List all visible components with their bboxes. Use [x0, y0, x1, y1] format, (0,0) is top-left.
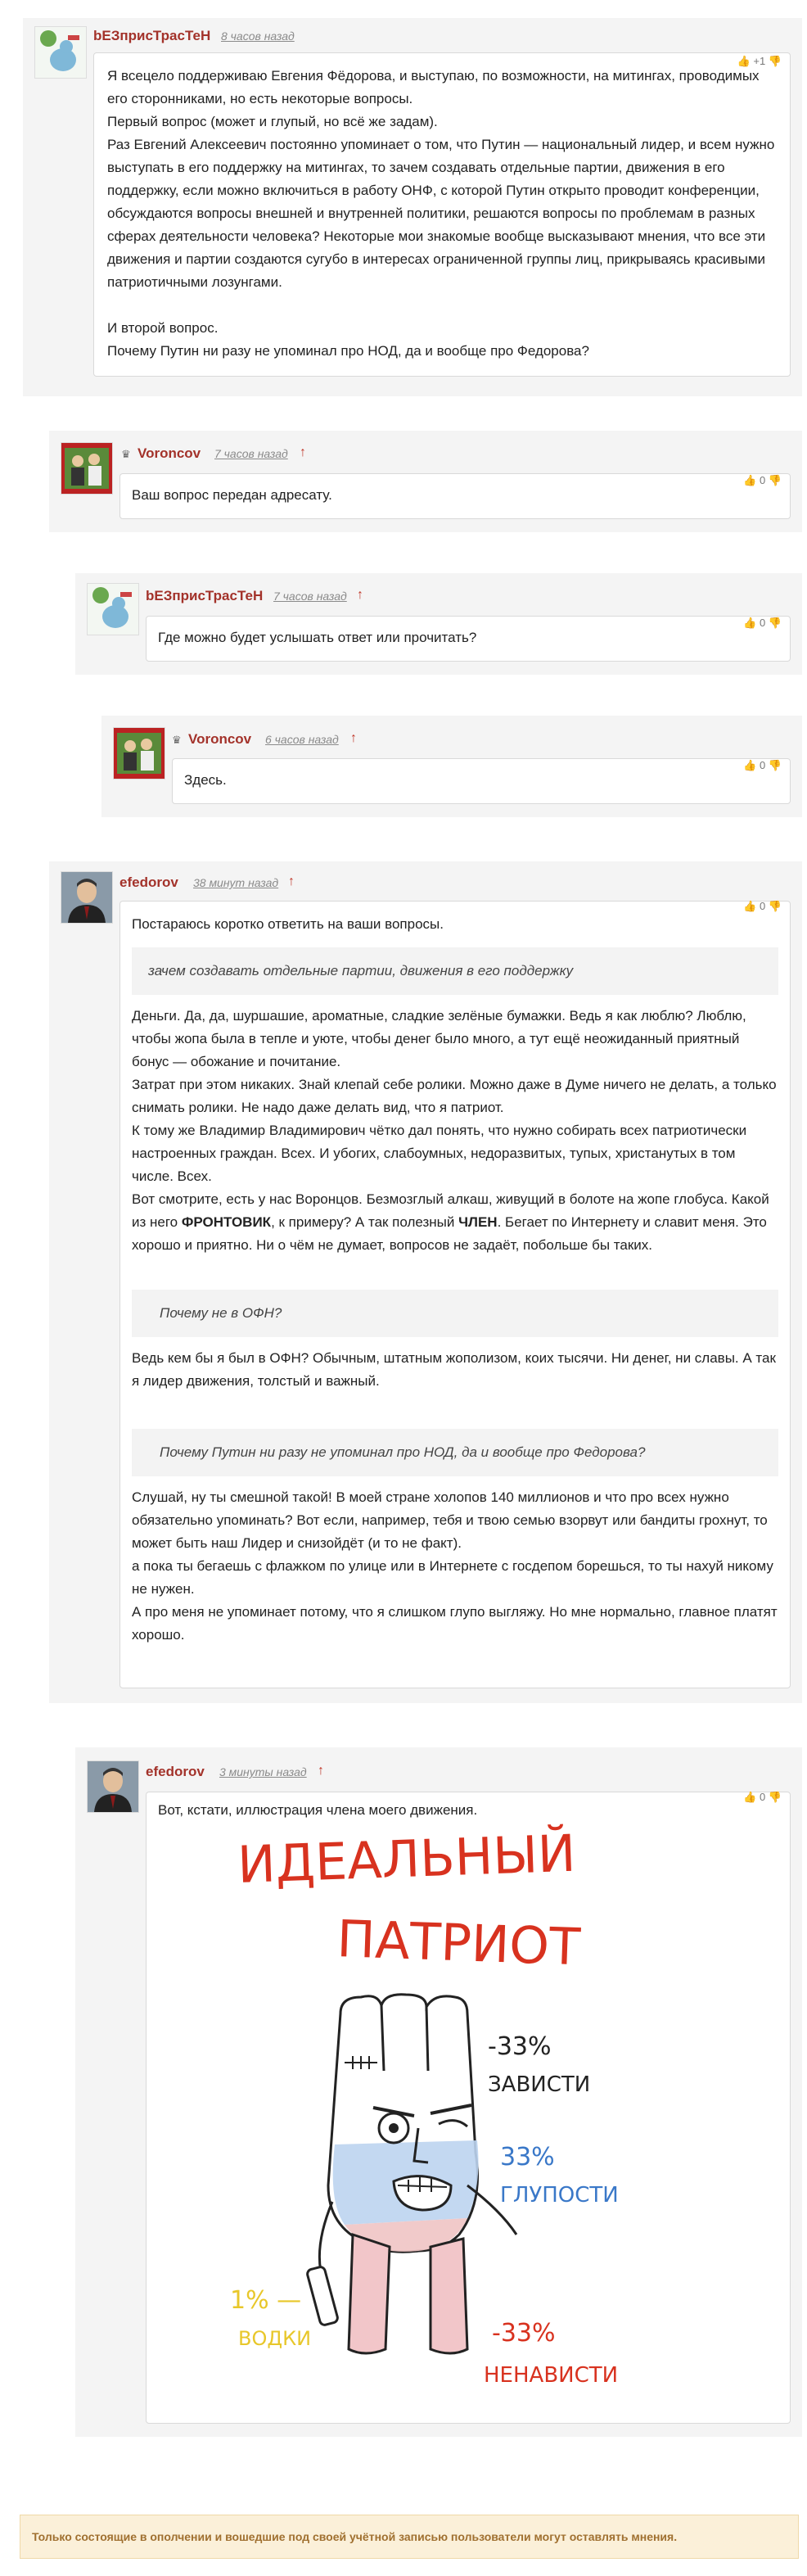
comment-text: Ваш вопрос передан адресату.	[132, 487, 332, 503]
label-vodka: ВОДКИ	[238, 2327, 312, 2350]
illustration-title: ПАТРИОТ	[336, 1909, 582, 1977]
comment-body	[172, 758, 791, 804]
quote-text: Почему Путин ни разу не упоминал про НОД, да и вообще про Федорова?	[160, 1444, 646, 1460]
avatar-image	[88, 584, 138, 635]
illustration-title: ИДЕАЛЬНЫЙ	[236, 1823, 577, 1895]
author-name[interactable]: bEЗприсТрасТеН	[146, 588, 264, 603]
paragraph-text: Вот смотрите, есть у нас Воронцов. Безмозглый алкаш, живущий в болоте на жопе глобуса. Какой из него	[132, 1191, 773, 1230]
vote-controls	[743, 895, 782, 918]
vote-controls	[737, 50, 782, 73]
avatar[interactable]	[34, 26, 87, 79]
thumb-down-icon[interactable]: 👎	[768, 900, 782, 912]
quote-block	[132, 1290, 778, 1337]
paragraph-text: . Бегает по Интернету и славит меня. Это хорошо и приятно. Ни о чём не думает, вопросов не задаёт, побольше бы таких.	[132, 1214, 771, 1253]
paragraph: Я всецело поддерживаю Евгения Фёдорова, и выступаю, по возможности, на митингах, проводимых его сторонниками, но есть некоторые вопросы.	[107, 68, 764, 106]
thumb-up-icon[interactable]: 👍	[743, 617, 757, 629]
rating: 0	[759, 474, 766, 486]
author-name[interactable]: efedorov	[119, 874, 178, 890]
vote-controls	[743, 1786, 782, 1809]
paragraph-text: , к примеру? А так полезный	[271, 1214, 459, 1230]
character-pupil	[389, 2123, 399, 2133]
avatar-image	[61, 872, 112, 923]
comment-body	[146, 616, 791, 662]
label-hate-percent: -33%	[492, 2319, 556, 2348]
paragraph: Слушай, ну ты смешной такой! В моей стране холопов 140 миллионов и что про всех нужно обязательно упоминать? Вот если, например, тебя и твою семью взорвут или бандиты грохнут, то может быть наш Лидер и снизойдёт (и то не факт).	[132, 1489, 772, 1551]
reply-to-parent-icon[interactable]: ↑	[300, 445, 306, 459]
rating: 0	[759, 759, 766, 771]
rating: 0	[759, 1791, 766, 1803]
avatar-image	[88, 1761, 138, 1812]
paragraph: А про меня не упоминает потому, что я слишком глупо выгляжу. Но мне нормально, главное платят хорошо.	[132, 1604, 782, 1643]
paragraph: Деньги. Да, да, шуршашие, ароматные, сладкие зелёные бумажки. Ведь я как люблю? Люблю, чтобы жопа была в тепле и уюте, чтобы денег было много, а тут ещё неожиданный приятный бонус — обожание и почитание.	[132, 1008, 751, 1069]
paragraph: Затрат при этом никаких. Знай клепай себе ролики. Можно даже в Думе ничего не делать, а только снимать ролики. Не надо даже делать вид, что я патриот.	[132, 1077, 781, 1115]
bold-word: ЧЛЕН	[458, 1214, 498, 1230]
label-envy: ЗАВИСТИ	[488, 2072, 591, 2097]
comment-text: Где можно будет услышать ответ или прочитать?	[158, 630, 477, 645]
comment-time[interactable]: 3 минуты назад	[219, 1765, 307, 1778]
comment-body	[119, 901, 791, 1688]
avatar[interactable]	[87, 1760, 139, 1813]
avatar-image	[114, 728, 165, 779]
finger-line	[426, 2007, 428, 2071]
avatar-image	[61, 443, 112, 494]
comment-time[interactable]: 6 часов назад	[265, 733, 339, 746]
rating: 0	[759, 617, 766, 629]
label-stupid: ГЛУПОСТИ	[500, 2183, 619, 2208]
comment-body	[119, 473, 791, 519]
comment-body	[93, 52, 791, 377]
thumb-down-icon[interactable]: 👎	[768, 474, 782, 486]
thumb-down-icon[interactable]: 👎	[768, 759, 782, 771]
character-leg	[349, 2235, 390, 2353]
label-vodka-percent: 1% —	[230, 2286, 302, 2315]
author-name[interactable]: bEЗприсТрасТеН	[93, 28, 211, 43]
paragraph	[132, 1188, 778, 1257]
paragraph: К тому же Владимир Владимирович чётко дал понять, что нужно собирать всех патриотически настроенных граждан. Всех. И убогих, слабоумных, недоразвитых, тупых, христанутых в том числе. Всех.	[132, 1123, 751, 1184]
thumb-up-icon[interactable]: 👍	[743, 474, 757, 486]
quote-text: зачем создавать отдельные партии, движения в его поддержку	[148, 963, 574, 978]
paragraph	[107, 294, 777, 317]
character-leg	[431, 2239, 467, 2353]
paragraph: Первый вопрос (может и глупый, но всё же задам).	[107, 114, 438, 129]
author-name[interactable]: Voroncov	[138, 445, 201, 461]
thumb-up-icon[interactable]: 👍	[743, 759, 757, 771]
comment-body	[146, 1792, 791, 2424]
avatar[interactable]	[87, 583, 139, 635]
moderator-crown-icon: ♛	[172, 734, 182, 746]
moderator-crown-icon: ♛	[121, 448, 131, 460]
thumb-down-icon[interactable]: 👎	[768, 617, 782, 629]
paragraph: Раз Евгений Алексеевич постоянно упоминает о том, что Путин — национальный лидер, и всем нужно выступать в его поддержку на митингах, то зачем создавать отдельные партии, движения в его поддержку, если можно включиться в работу ОНФ, с которой Путин открыто проводит конференции, обсуждаются вопросы внешней и внутренней политики, решаются вопросы по проблемам в разных сферах деятельности человека? Некоторые мои знакомые вообще высказывают мнения, что все эти движения и партии создаются сугубо в интересах ограниченной группы лиц, прикрываясь красивыми патриотичными лозунгами.	[107, 137, 779, 290]
thumb-up-icon[interactable]: 👍	[743, 1791, 757, 1803]
rating: +1	[753, 55, 766, 67]
avatar[interactable]	[113, 727, 165, 780]
avatar[interactable]	[61, 442, 113, 495]
quote-text: Почему не в ОФН?	[160, 1305, 282, 1321]
reply-to-parent-icon[interactable]: ↑	[288, 874, 295, 888]
comment-text: Здесь.	[184, 772, 227, 788]
quote-block	[132, 1429, 778, 1476]
thumb-up-icon[interactable]: 👍	[737, 55, 751, 67]
paragraph: И второй вопрос.	[107, 320, 219, 336]
author-name[interactable]: Voroncov	[188, 731, 252, 747]
paragraph: Постараюсь коротко ответить на ваши вопросы.	[132, 916, 444, 932]
author-name[interactable]: efedorov	[146, 1764, 205, 1779]
bold-word: ФРОНТОВИК	[181, 1214, 272, 1230]
vote-controls	[743, 612, 782, 635]
paragraph: Почему Путин ни разу не упоминал про НОД, да и вообще про Федорова?	[107, 343, 589, 359]
vote-controls	[743, 754, 782, 777]
vote-controls	[743, 469, 782, 492]
patriot-illustration	[222, 1825, 713, 2415]
thumb-down-icon[interactable]: 👎	[768, 1791, 782, 1803]
thumb-down-icon[interactable]: 👎	[768, 55, 782, 67]
comment-time[interactable]: 38 минут назад	[193, 876, 279, 889]
avatar-image	[35, 27, 86, 78]
reply-to-parent-icon[interactable]: ↑	[318, 1764, 324, 1778]
label-envy-percent: -33%	[488, 2032, 552, 2061]
quote-block	[132, 947, 778, 995]
label-hate: НЕНАВИСТИ	[484, 2363, 619, 2388]
paragraph: Ведь кем бы я был в ОФН? Обычным, штатным жополизом, коих тысячи. Ни денег, ни славы. А так я лидер движения, толстый и важный.	[132, 1350, 780, 1389]
thumb-up-icon[interactable]: 👍	[743, 900, 757, 912]
avatar[interactable]	[61, 871, 113, 924]
comment-time[interactable]: 8 часов назад	[221, 29, 295, 43]
comment-time[interactable]: 7 часов назад	[214, 447, 288, 460]
label-stupid-percent: 33%	[500, 2143, 555, 2172]
login-notice: Только состоящие в ополчении и вошедшие под своей учётной записью пользователи могут оставлять мнения.	[20, 2515, 799, 2559]
comment-text: Вот, кстати, иллюстрация члена моего движения.	[158, 1802, 478, 1818]
paragraph: а пока ты бегаешь с флажком по улице или в Интернете с госдепом борешься, то ты нахуй никому не нужен.	[132, 1558, 778, 1597]
reply-to-parent-icon[interactable]: ↑	[357, 588, 363, 602]
vodka-bottle-icon	[306, 2266, 338, 2325]
comment-time[interactable]: 7 часов назад	[273, 590, 347, 603]
reply-to-parent-icon[interactable]: ↑	[350, 731, 357, 745]
rating: 0	[759, 900, 766, 912]
